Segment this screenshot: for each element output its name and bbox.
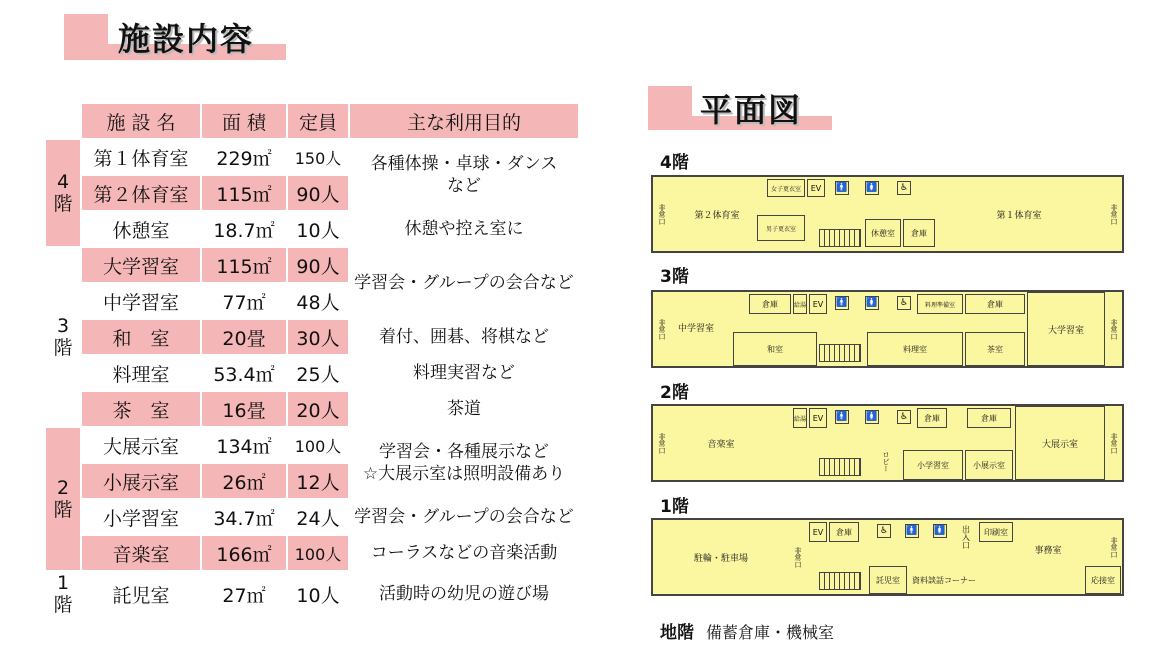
floor-label: 2 階 [45, 427, 81, 571]
basement-label: 地階 [660, 623, 694, 643]
wheelchair-icon: ♿ [897, 181, 911, 195]
plan-title: 平面図 [700, 91, 803, 129]
toilet-icon: 🚹 [836, 298, 848, 308]
table-row [45, 211, 579, 247]
room: 和室 [733, 332, 817, 366]
room: 応接室 [1085, 566, 1121, 594]
floor-label: 3 階 [45, 247, 81, 427]
table-row [45, 247, 579, 283]
room-capacity: 100人 [287, 535, 349, 571]
table-row [45, 355, 579, 391]
room-name: 休憩室 [81, 211, 201, 247]
room-name: 小学習室 [81, 499, 201, 535]
emergency-exit: 非常口 [1107, 530, 1121, 564]
emergency-exit: 非常口 [1107, 426, 1121, 460]
room-capacity: 150人 [287, 139, 349, 175]
floor-plan-label: 2階 [660, 383, 689, 403]
floor-plan-label: 1階 [660, 497, 689, 517]
room: EV [809, 294, 827, 314]
room-area: 53.4㎡ [201, 355, 287, 391]
room-capacity: 20人 [287, 391, 349, 427]
table-row [45, 139, 579, 175]
room: 男子更衣室 [757, 215, 805, 241]
room-purpose: 茶道 [349, 391, 579, 427]
room-area: 77㎡ [201, 283, 287, 319]
emergency-exit: 非常口 [655, 312, 669, 346]
room: 小展示室 [965, 450, 1013, 480]
floor-plan-label: 4階 [660, 153, 689, 173]
room-capacity: 25人 [287, 355, 349, 391]
wheelchair-icon: ♿ [897, 296, 911, 310]
room: 駐輪・駐車場 [657, 520, 785, 594]
room-area: 229㎡ [201, 139, 287, 175]
toilet-icon: 🚺 [934, 526, 946, 536]
header-area: 面 積 [201, 103, 287, 139]
toilet-icon: 🚺 [866, 412, 878, 422]
stairs-icon [819, 229, 861, 247]
room-name: 和 室 [81, 319, 201, 355]
room: 出入口 [959, 520, 973, 554]
stairs-icon [819, 458, 861, 476]
room-name: 大学習室 [81, 247, 201, 283]
room: 第１体育室 [937, 177, 1101, 251]
room-capacity: 48人 [287, 283, 349, 319]
room-name: 小展示室 [81, 463, 201, 499]
wheelchair-icon: ♿ [897, 410, 911, 424]
room-capacity: 12人 [287, 463, 349, 499]
stairs-icon [819, 572, 861, 590]
room: EV [807, 179, 825, 197]
room-name: 中学習室 [81, 283, 201, 319]
room-capacity: 90人 [287, 175, 349, 211]
room-capacity: 10人 [287, 571, 349, 617]
table-row [45, 391, 579, 427]
basement-text: 備蓄倉庫・機械室 [706, 623, 835, 642]
facility-table [44, 102, 580, 618]
floor-plan-1f [651, 518, 1124, 596]
room: 小学習室 [903, 450, 963, 480]
floor-plan-3f [651, 290, 1124, 368]
header-capacity: 定員 [287, 103, 349, 139]
floor-plan-label: 3階 [660, 267, 689, 287]
emergency-exit: 非常口 [791, 540, 805, 574]
room-purpose: 料理実習など [349, 355, 579, 391]
stairs-icon [819, 344, 861, 362]
room: 倉庫 [749, 294, 791, 314]
table-row [45, 427, 579, 463]
room-area: 134㎡ [201, 427, 287, 463]
floor-label: 4 階 [45, 139, 81, 247]
room-area: 34.7㎡ [201, 499, 287, 535]
toilet-icon: 🚹 [836, 183, 848, 193]
plan-heading [648, 86, 832, 130]
toilet-icon: 🚹 [836, 412, 848, 422]
room: 給湯 [793, 408, 807, 428]
room: 休憩室 [865, 219, 901, 247]
room: EV [809, 522, 827, 542]
table-row [45, 319, 579, 355]
floor-plan-4f [651, 175, 1124, 253]
room: 大学習室 [1027, 292, 1105, 366]
emergency-exit: 非常口 [1107, 312, 1121, 346]
room: 倉庫 [903, 219, 935, 247]
emergency-exit: 非常口 [655, 426, 669, 460]
room-area: 115㎡ [201, 247, 287, 283]
table-row [45, 499, 579, 535]
room: 音楽室 [673, 406, 769, 480]
room-capacity: 90人 [287, 247, 349, 283]
room: 託児室 [869, 566, 907, 594]
table-row [45, 571, 579, 617]
room-name: 第１体育室 [81, 139, 201, 175]
room: 大展示室 [1015, 406, 1105, 480]
room: 事務室 [1013, 534, 1083, 564]
header-name: 施 設 名 [81, 103, 201, 139]
room-purpose: 休憩や控え室に [349, 211, 579, 247]
room-purpose: 学習会・各種展示など ☆大展示室は照明設備あり [349, 427, 579, 499]
room-area: 16畳 [201, 391, 287, 427]
room-area: 18.7㎡ [201, 211, 287, 247]
toilet-icon: 🚹 [906, 526, 918, 536]
room-purpose: 活動時の幼児の遊び場 [349, 571, 579, 617]
room-capacity: 10人 [287, 211, 349, 247]
room: EV [809, 408, 827, 428]
toilet-icon: 🚺 [866, 298, 878, 308]
room-area: 26㎡ [201, 463, 287, 499]
room: 倉庫 [967, 408, 1011, 428]
room-purpose: 着付、囲碁、将棋など [349, 319, 579, 355]
room: 第２体育室 [671, 177, 763, 251]
wheelchair-icon: ♿ [877, 524, 891, 538]
room: 料理準備室 [917, 294, 963, 314]
room-name: 茶 室 [81, 391, 201, 427]
section-title: 施設内容 [118, 20, 255, 58]
room-capacity: 30人 [287, 319, 349, 355]
emergency-exit: 非常口 [1107, 197, 1121, 231]
room-purpose: 学習会・グループの会合など [349, 499, 579, 535]
room: 倉庫 [829, 522, 859, 542]
room-name: 託児室 [81, 571, 201, 617]
room: 印刷室 [979, 522, 1013, 542]
toilet-icon: 🚺 [866, 183, 878, 193]
room: ロビー [879, 444, 893, 478]
room-capacity: 100人 [287, 427, 349, 463]
room: 女子更衣室 [767, 179, 805, 197]
room: 給湯 [793, 294, 807, 314]
room-purpose: 各種体操・卓球・ダンスなど [349, 139, 579, 211]
room-name: 料理室 [81, 355, 201, 391]
room: 茶室 [965, 332, 1025, 366]
room: 倉庫 [917, 408, 947, 428]
emergency-exit: 非常口 [655, 197, 669, 231]
room: 料理室 [867, 332, 963, 366]
room-capacity: 24人 [287, 499, 349, 535]
header-purpose: 主な利用目的 [349, 103, 579, 139]
floor-label: 1 階 [45, 571, 81, 617]
room-area: 166㎡ [201, 535, 287, 571]
room-purpose: 学習会・グループの会合など [349, 247, 579, 319]
table-row [45, 535, 579, 571]
basement-note [660, 618, 834, 643]
room-purpose: コーラスなどの音楽活動 [349, 535, 579, 571]
room-name: 音楽室 [81, 535, 201, 571]
room-name: 大展示室 [81, 427, 201, 463]
room: 中学習室 [671, 312, 721, 342]
room-area: 27㎡ [201, 571, 287, 617]
room: 倉庫 [965, 294, 1025, 314]
room-area: 115㎡ [201, 175, 287, 211]
room-area: 20畳 [201, 319, 287, 355]
room-name: 第２体育室 [81, 175, 201, 211]
floor-plan-2f [651, 404, 1124, 482]
room: 資料談話コーナー [911, 566, 977, 594]
section-heading [64, 14, 286, 60]
corner-cell [45, 103, 81, 139]
